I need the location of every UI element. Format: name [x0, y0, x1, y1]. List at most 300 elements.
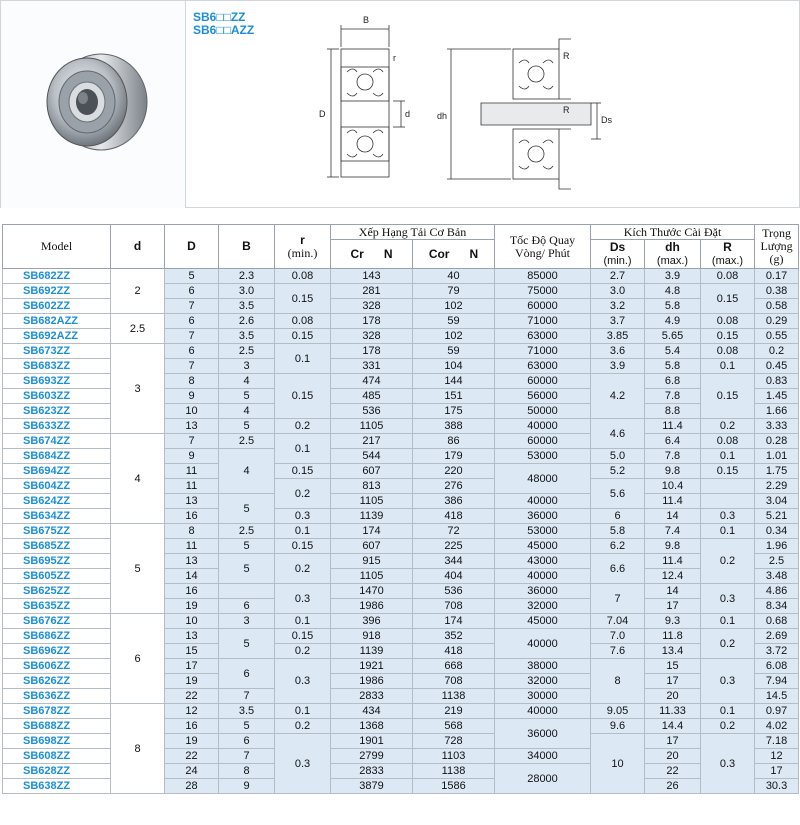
cell-width-B: 4 [219, 374, 275, 389]
table-row [3, 314, 799, 329]
cell-width-B [219, 584, 275, 599]
cell-outer-D: 14 [165, 569, 219, 584]
cell-cor: 59 [413, 344, 495, 359]
cell-outer-D: 6 [165, 284, 219, 299]
cell-speed: 40000 [495, 494, 591, 509]
cell-cr: 1105 [331, 494, 413, 509]
header-cor-unit: N [469, 246, 479, 261]
cell-model[interactable]: SB603ZZ [3, 389, 111, 404]
cell-cor: 40 [413, 269, 495, 284]
cell-r-min: 0.1 [275, 704, 331, 719]
cell-width-B: 2.3 [219, 269, 275, 284]
cell-cr: 3879 [331, 779, 413, 794]
cell-width-B: 5 [219, 719, 275, 734]
cell-model[interactable]: SB674ZZ [3, 434, 111, 449]
table-row [3, 614, 799, 629]
cell-R-max: 0.1 [701, 449, 755, 464]
cell-ds-min: 7.0 [591, 629, 645, 644]
cell-model[interactable]: SB685ZZ [3, 539, 111, 554]
cell-outer-D: 12 [165, 704, 219, 719]
cell-model[interactable]: SB604ZZ [3, 479, 111, 494]
cell-dh-max: 5.8 [645, 359, 701, 374]
cell-cr: 1986 [331, 674, 413, 689]
cell-speed: 36000 [495, 584, 591, 599]
cell-cor: 144 [413, 374, 495, 389]
cell-ds-min: 4.6 [591, 419, 645, 449]
cell-weight: 7.18 [755, 734, 799, 749]
cell-cor: 1586 [413, 779, 495, 794]
cell-ds-min: 6.2 [591, 539, 645, 554]
cell-model[interactable]: SB686ZZ [3, 629, 111, 644]
cell-dh-max: 6.8 [645, 374, 701, 389]
cell-r-min: 0.15 [275, 539, 331, 554]
cell-speed: 63000 [495, 359, 591, 374]
cell-model[interactable]: SB696ZZ [3, 644, 111, 659]
cell-d: 6 [111, 614, 165, 704]
cell-cor: 179 [413, 449, 495, 464]
cell-r-min: 0.2 [275, 479, 331, 509]
label-B: B [363, 15, 370, 25]
cell-dh-max: 17 [645, 734, 701, 749]
header-cr-label: Cr [350, 246, 364, 261]
cell-weight: 2.69 [755, 629, 799, 644]
cell-speed: 38000 [495, 659, 591, 674]
cell-model[interactable]: SB602ZZ [3, 299, 111, 314]
cell-r-min: 0.15 [275, 329, 331, 344]
cell-speed: 53000 [495, 449, 591, 464]
cell-weight: 2.5 [755, 554, 799, 569]
cell-weight: 6.08 [755, 659, 799, 674]
cell-R-max: 0.15 [701, 464, 755, 479]
cell-d: 8 [111, 704, 165, 794]
cell-weight: 0.17 [755, 269, 799, 284]
cell-model[interactable]: SB692AZZ [3, 329, 111, 344]
cell-cr: 2833 [331, 689, 413, 704]
cell-outer-D: 11 [165, 464, 219, 479]
cell-width-B: 8 [219, 764, 275, 779]
cell-dh-max: 11.4 [645, 554, 701, 569]
cell-dh-max: 9.8 [645, 464, 701, 479]
cell-R-max: 0.2 [701, 719, 755, 734]
cell-cr: 178 [331, 314, 413, 329]
cell-r-min: 0.1 [275, 434, 331, 464]
cell-model[interactable]: SB606ZZ [3, 659, 111, 674]
cell-outer-D: 5 [165, 269, 219, 284]
cell-outer-D: 19 [165, 599, 219, 614]
label-r: r [393, 53, 396, 63]
cell-model[interactable]: SB638ZZ [3, 779, 111, 794]
cell-speed: 36000 [495, 719, 591, 749]
cell-speed: 71000 [495, 344, 591, 359]
cell-ds-min: 4.2 [591, 374, 645, 419]
cell-width-B: 2.5 [219, 344, 275, 359]
cell-speed: 60000 [495, 299, 591, 314]
cell-cor: 418 [413, 509, 495, 524]
cell-speed: 30000 [495, 689, 591, 704]
cell-cr: 474 [331, 374, 413, 389]
cell-dh-max: 9.3 [645, 614, 701, 629]
cell-outer-D: 28 [165, 779, 219, 794]
cell-cr: 281 [331, 284, 413, 299]
cell-dh-max: 4.8 [645, 284, 701, 299]
cell-R-max: 0.3 [701, 584, 755, 614]
header-d: d [111, 225, 165, 269]
cell-dh-max: 14 [645, 509, 701, 524]
header-dh [645, 240, 701, 269]
cell-cor: 708 [413, 599, 495, 614]
cell-cr: 434 [331, 704, 413, 719]
cell-width-B: 6 [219, 734, 275, 749]
cell-cor: 728 [413, 734, 495, 749]
cell-speed: 40000 [495, 419, 591, 434]
cell-weight: 30.3 [755, 779, 799, 794]
cell-r-min: 0.2 [275, 419, 331, 434]
cell-r-min: 0.3 [275, 509, 331, 524]
cell-model[interactable]: SB673ZZ [3, 344, 111, 359]
cell-ds-min: 5.6 [591, 479, 645, 509]
cell-model[interactable]: SB633ZZ [3, 419, 111, 434]
cell-R-max: 0.1 [701, 524, 755, 539]
header-install-group: Kích Thước Cài Đặt [591, 225, 755, 240]
cell-r-min: 0.15 [275, 374, 331, 419]
cell-weight: 1.66 [755, 404, 799, 419]
cell-model[interactable]: SB693ZZ [3, 374, 111, 389]
cell-width-B: 2.5 [219, 524, 275, 539]
cell-cor: 404 [413, 569, 495, 584]
cell-model[interactable]: SB688ZZ [3, 719, 111, 734]
cell-weight: 1.01 [755, 449, 799, 464]
cell-cr: 1901 [331, 734, 413, 749]
cell-d: 2.5 [111, 314, 165, 344]
cell-dh-max: 4.9 [645, 314, 701, 329]
cell-outer-D: 24 [165, 764, 219, 779]
cell-model[interactable]: SB692ZZ [3, 284, 111, 299]
cell-weight: 5.21 [755, 509, 799, 524]
cell-cor: 219 [413, 704, 495, 719]
cell-outer-D: 16 [165, 509, 219, 524]
cell-weight: 0.2 [755, 344, 799, 359]
cell-width-B: 3 [219, 614, 275, 629]
cell-model[interactable]: SB684ZZ [3, 449, 111, 464]
cell-speed: 71000 [495, 314, 591, 329]
cell-dh-max: 13.4 [645, 644, 701, 659]
cell-R-max: 0.3 [701, 659, 755, 704]
cell-outer-D: 16 [165, 719, 219, 734]
cell-cr: 2833 [331, 764, 413, 779]
cell-width-B: 4 [219, 404, 275, 419]
cell-width-B: 3 [219, 359, 275, 374]
cell-dh-max: 20 [645, 689, 701, 704]
cell-model[interactable]: SB625ZZ [3, 584, 111, 599]
cell-cr: 607 [331, 464, 413, 479]
cell-model[interactable]: SB634ZZ [3, 509, 111, 524]
cell-outer-D: 7 [165, 329, 219, 344]
cell-width-B: 3.5 [219, 299, 275, 314]
cell-ds-min: 5.8 [591, 524, 645, 539]
cell-R-max [701, 494, 755, 509]
cell-cr: 813 [331, 479, 413, 494]
cell-outer-D: 13 [165, 554, 219, 569]
cell-R-max: 0.1 [701, 704, 755, 719]
cell-weight: 0.55 [755, 329, 799, 344]
cell-model[interactable]: SB624ZZ [3, 494, 111, 509]
cell-width-B: 3.5 [219, 329, 275, 344]
cell-ds-min: 3.85 [591, 329, 645, 344]
cell-width-B: 7 [219, 689, 275, 704]
cell-cor: 276 [413, 479, 495, 494]
cell-cor: 1138 [413, 764, 495, 779]
cell-speed: 34000 [495, 749, 591, 764]
label-D: D [319, 109, 326, 119]
cell-r-min: 0.2 [275, 644, 331, 659]
cell-ds-min: 6 [591, 509, 645, 524]
cell-R-max: 0.2 [701, 419, 755, 434]
cell-cr: 217 [331, 434, 413, 449]
cell-dh-max: 17 [645, 674, 701, 689]
cell-R-max: 0.1 [701, 359, 755, 374]
cell-model[interactable]: SB683ZZ [3, 359, 111, 374]
cell-width-B: 7 [219, 749, 275, 764]
cell-model[interactable]: SB605ZZ [3, 569, 111, 584]
cell-model[interactable]: SB682AZZ [3, 314, 111, 329]
bearing-photo [1, 1, 186, 208]
cell-outer-D: 13 [165, 494, 219, 509]
cell-dh-max: 12.4 [645, 569, 701, 584]
cell-outer-D: 19 [165, 674, 219, 689]
cell-cr: 328 [331, 299, 413, 314]
cell-r-min: 0.3 [275, 659, 331, 704]
cell-cr: 918 [331, 629, 413, 644]
cell-cor: 568 [413, 719, 495, 734]
bearing-spec-table [2, 224, 799, 794]
cell-speed: 32000 [495, 674, 591, 689]
label-R-top: R [563, 51, 570, 61]
cell-ds-min: 9.05 [591, 704, 645, 719]
cell-model[interactable]: SB695ZZ [3, 554, 111, 569]
cell-ds-min: 7 [591, 584, 645, 614]
cell-d: 4 [111, 434, 165, 524]
cell-model[interactable]: SB698ZZ [3, 734, 111, 749]
cell-R-max: 0.15 [701, 374, 755, 419]
cell-dh-max: 7.8 [645, 389, 701, 404]
cell-ds-min: 6.6 [591, 554, 645, 584]
cell-cor: 1138 [413, 689, 495, 704]
cell-speed: 75000 [495, 284, 591, 299]
cell-r-min: 0.3 [275, 584, 331, 614]
cell-weight: 1.96 [755, 539, 799, 554]
cell-speed: 40000 [495, 629, 591, 659]
cell-ds-min: 2.7 [591, 269, 645, 284]
cell-cor: 220 [413, 464, 495, 479]
cell-weight: 0.58 [755, 299, 799, 314]
cell-cor: 668 [413, 659, 495, 674]
cell-cor: 175 [413, 404, 495, 419]
cell-dh-max: 9.8 [645, 539, 701, 554]
spec-table-wrapper [2, 224, 798, 794]
cell-model[interactable]: SB623ZZ [3, 404, 111, 419]
cell-weight: 14.5 [755, 689, 799, 704]
cell-cor: 102 [413, 329, 495, 344]
cell-r-min: 0.2 [275, 719, 331, 734]
cell-r-min: 0.15 [275, 464, 331, 479]
cell-weight: 3.48 [755, 569, 799, 584]
cell-speed: 85000 [495, 269, 591, 284]
cell-dh-max: 5.8 [645, 299, 701, 314]
cell-outer-D: 17 [165, 659, 219, 674]
cell-model[interactable]: SB694ZZ [3, 464, 111, 479]
cell-weight: 0.28 [755, 434, 799, 449]
table-row [3, 524, 799, 539]
cell-weight: 0.34 [755, 524, 799, 539]
cell-cr: 396 [331, 614, 413, 629]
cell-model[interactable]: SB675ZZ [3, 524, 111, 539]
cell-speed: 28000 [495, 764, 591, 794]
cell-weight: 0.45 [755, 359, 799, 374]
cell-model[interactable]: SB628ZZ [3, 764, 111, 779]
header-r-top: r [300, 232, 305, 247]
cell-width-B: 2.5 [219, 434, 275, 449]
cell-ds-min: 9.6 [591, 719, 645, 734]
cell-weight: 1.75 [755, 464, 799, 479]
cell-model[interactable]: SB682ZZ [3, 269, 111, 284]
cell-R-max [701, 479, 755, 494]
cell-cor: 352 [413, 629, 495, 644]
cell-cr: 536 [331, 404, 413, 419]
cell-dh-max: 14 [645, 584, 701, 599]
cell-cr: 1921 [331, 659, 413, 674]
cell-cr: 178 [331, 344, 413, 359]
header-ds [591, 240, 645, 269]
cell-weight: 4.86 [755, 584, 799, 599]
cell-ds-min: 7.04 [591, 614, 645, 629]
cell-weight: 0.68 [755, 614, 799, 629]
cell-width-B: 6 [219, 599, 275, 614]
cell-width-B: 9 [219, 779, 275, 794]
cell-width-B: 5 [219, 419, 275, 434]
header-speed: Tốc Độ Quay Vòng/ Phút [495, 225, 591, 269]
cell-outer-D: 8 [165, 524, 219, 539]
cell-speed: 50000 [495, 404, 591, 419]
cell-model[interactable]: SB636ZZ [3, 689, 111, 704]
cell-width-B: 5 [219, 539, 275, 554]
cell-dh-max: 5.65 [645, 329, 701, 344]
cell-d: 2 [111, 269, 165, 314]
cell-cor: 225 [413, 539, 495, 554]
cell-cr: 1986 [331, 599, 413, 614]
cell-R-max: 0.15 [701, 284, 755, 314]
cell-weight: 0.97 [755, 704, 799, 719]
cell-speed: 36000 [495, 509, 591, 524]
cell-dh-max: 5.4 [645, 344, 701, 359]
cell-R-max: 0.3 [701, 734, 755, 794]
label-Ds: Ds [601, 115, 612, 125]
cell-outer-D: 10 [165, 614, 219, 629]
cell-weight: 8.34 [755, 599, 799, 614]
cell-R-max: 0.08 [701, 344, 755, 359]
cell-outer-D: 19 [165, 734, 219, 749]
cell-cr: 1139 [331, 644, 413, 659]
cell-r-min: 0.2 [275, 554, 331, 584]
cell-speed: 63000 [495, 329, 591, 344]
cell-ds-min: 3.0 [591, 284, 645, 299]
cell-R-max: 0.2 [701, 539, 755, 584]
cell-r-min: 0.1 [275, 344, 331, 374]
cell-cor: 386 [413, 494, 495, 509]
cell-weight: 0.38 [755, 284, 799, 299]
cell-model[interactable]: SB626ZZ [3, 674, 111, 689]
cell-outer-D: 6 [165, 344, 219, 359]
cell-cor: 174 [413, 614, 495, 629]
cell-model[interactable]: SB608ZZ [3, 749, 111, 764]
cell-cor: 536 [413, 584, 495, 599]
cell-cr: 1139 [331, 509, 413, 524]
cell-model[interactable]: SB635ZZ [3, 599, 111, 614]
header-R [701, 240, 755, 269]
cell-R-max: 0.2 [701, 629, 755, 659]
cell-outer-D: 7 [165, 359, 219, 374]
cell-r-min: 0.08 [275, 269, 331, 284]
cell-weight: 3.72 [755, 644, 799, 659]
cell-cr: 915 [331, 554, 413, 569]
cell-cr: 2799 [331, 749, 413, 764]
cell-outer-D: 22 [165, 749, 219, 764]
cell-model[interactable]: SB676ZZ [3, 614, 111, 629]
cell-weight: 1.45 [755, 389, 799, 404]
header-weight: Trọng Lượng (g) [755, 225, 799, 269]
cell-cr: 1105 [331, 569, 413, 584]
cell-speed: 40000 [495, 704, 591, 719]
cell-speed: 53000 [495, 524, 591, 539]
header-R-label: R [723, 239, 732, 254]
cell-weight: 7.94 [755, 674, 799, 689]
cell-R-max: 0.3 [701, 509, 755, 524]
bearing-dimension-drawing [301, 9, 621, 199]
cell-cor: 86 [413, 434, 495, 449]
cell-weight: 2.29 [755, 479, 799, 494]
cell-cor: 72 [413, 524, 495, 539]
cell-width-B: 5 [219, 629, 275, 659]
header-dh-sub: (max.) [656, 254, 689, 267]
cell-dh-max: 10.4 [645, 479, 701, 494]
cell-speed: 56000 [495, 389, 591, 404]
cell-ds-min: 5.0 [591, 449, 645, 464]
cell-cr: 331 [331, 359, 413, 374]
cell-outer-D: 13 [165, 419, 219, 434]
cell-dh-max: 3.9 [645, 269, 701, 284]
cell-weight: 12 [755, 749, 799, 764]
cell-dh-max: 11.8 [645, 629, 701, 644]
cell-cor: 104 [413, 359, 495, 374]
header-ds-label: Ds [609, 239, 626, 254]
cell-cr: 143 [331, 269, 413, 284]
cell-cr: 1105 [331, 419, 413, 434]
cell-ds-min: 7.6 [591, 644, 645, 659]
cell-width-B: 2.6 [219, 314, 275, 329]
cell-R-max: 0.08 [701, 314, 755, 329]
cell-model[interactable]: SB678ZZ [3, 704, 111, 719]
cell-outer-D: 10 [165, 404, 219, 419]
series-line-azz: SB6□□AZZ [193, 23, 255, 37]
cell-R-max: 0.15 [701, 329, 755, 344]
cell-dh-max: 8.8 [645, 404, 701, 419]
cell-ds-min: 8 [591, 659, 645, 704]
cell-r-min: 0.15 [275, 629, 331, 644]
cell-dh-max: 7.8 [645, 449, 701, 464]
product-header [0, 0, 800, 208]
cell-r-min: 0.3 [275, 734, 331, 794]
cell-ds-min: 10 [591, 734, 645, 794]
cell-dh-max: 17 [645, 599, 701, 614]
